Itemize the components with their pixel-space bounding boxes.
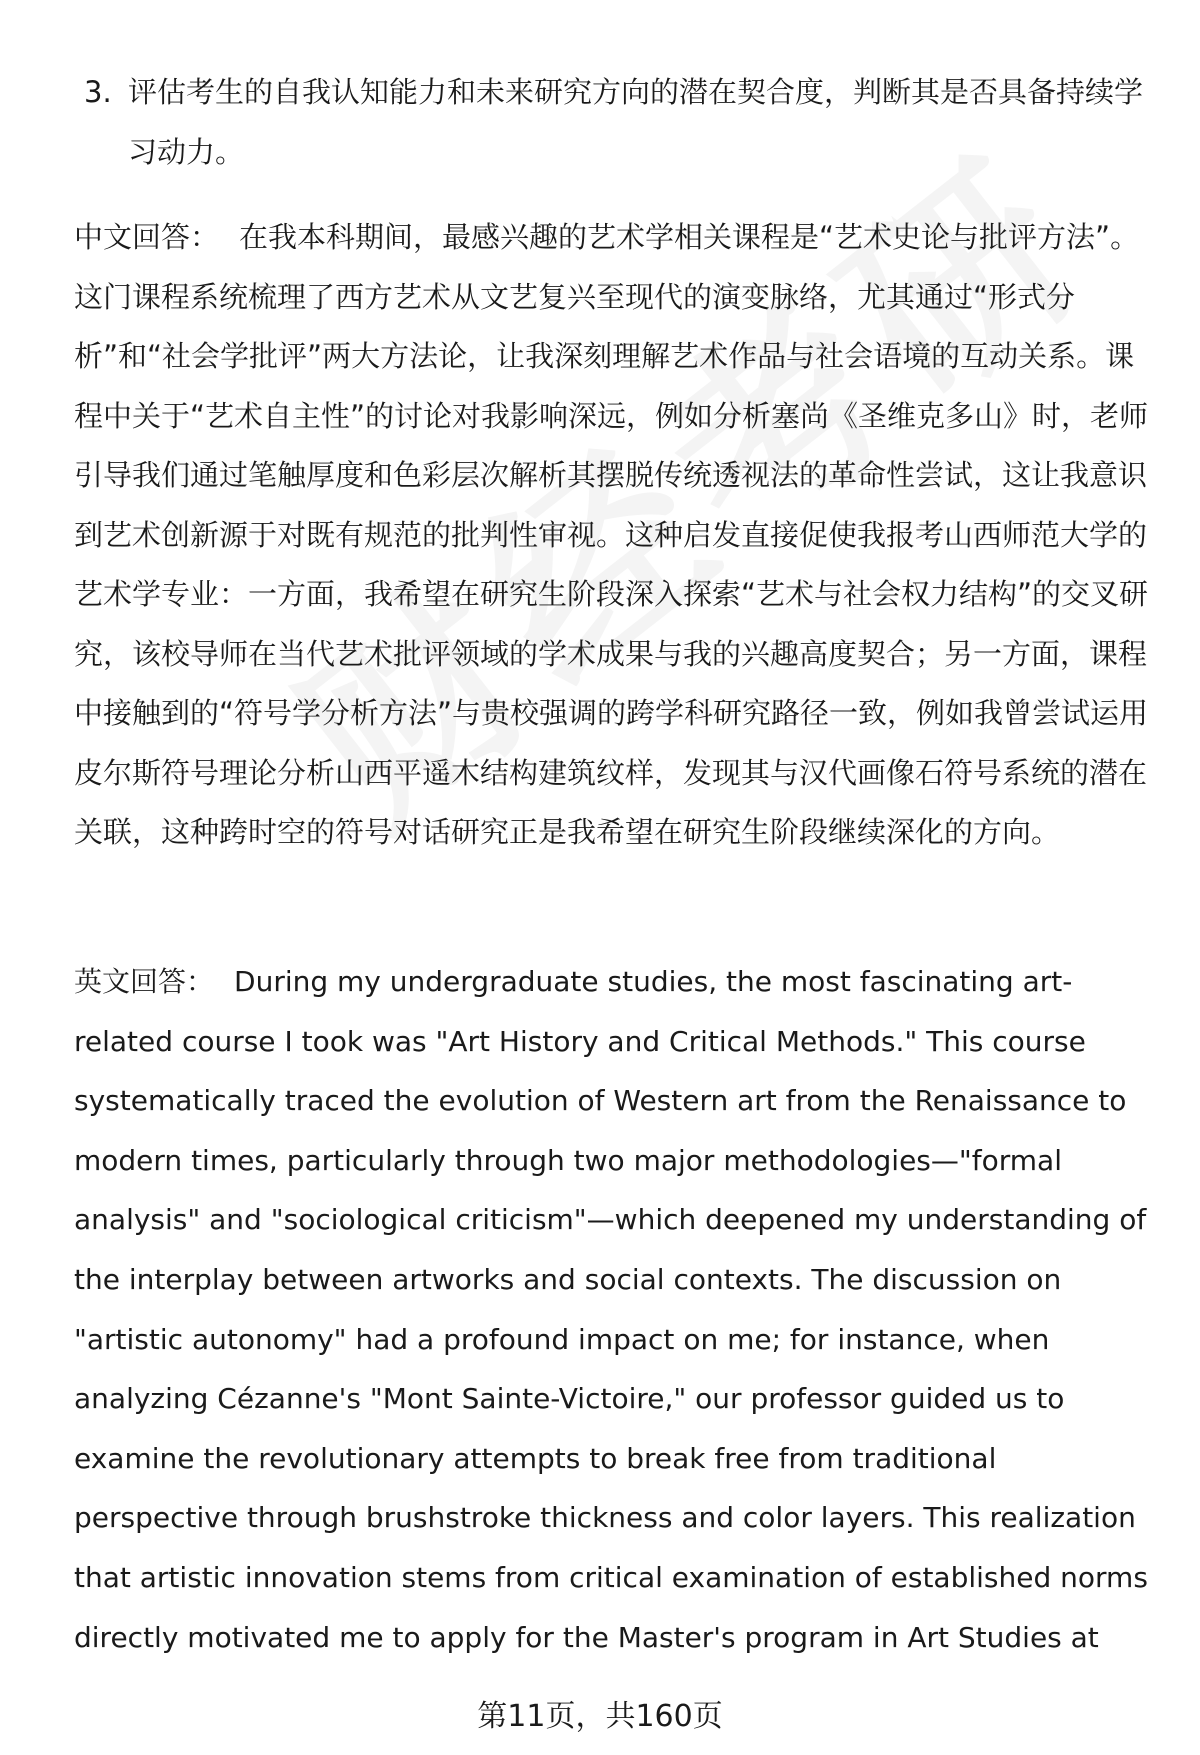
chinese-answer-paragraph <box>74 208 1154 863</box>
english-answer-text: During my undergraduate studies, the most fascinating art-related course I took was "Art History and Critical Methods." This course systematically traced the evolution of Western art from the Renaissance to modern times, particularly through two major methodologies—"formal analysis" and "sociological criticism"—which deepened my understanding of the interplay between artworks and social contexts. The discussion on "artistic autonomy" had a profound impact on me; for instance, when analyzing Cézanne's "Mont Sainte-Victoire," our professor guided us to examine the revolutionary attempts to break free from traditional perspective through brushstroke thickness and color layers. This realization that artistic innovation stems from critical examination of established norms directly motivated me to apply for the Master's program in Art Studies at <box>74 965 1148 1654</box>
chinese-answer-text: 在我本科期间，最感兴趣的艺术学相关课程是“艺术史论与批评方法”。这门课程系统梳理了西方艺术从文艺复兴至现代的演变脉络，尤其通过“形式分析”和“社会学批评”两大方法论，让我深刻理解艺术作品与社会语境的互动关系。课程中关于“艺术自主性”的讨论对我影响深远，例如分析塞尚《圣维克多山》时，老师引导我们通过笔触厚度和色彩层次解析其摆脱传统透视法的革命性尝试，这让我意识到艺术创新源于对既有规范的批判性审视。这种启发直接促使我报考山西师范大学的艺术学专业：一方面，我希望在研究生阶段深入探索“艺术与社会权力结构”的交叉研究，该校导师在当代艺术批评领域的学术成果与我的兴趣高度契合；另一方面，课程中接触到的“符号学分析方法”与贵校强调的跨学科研究路径一致，例如我曾尝试运用皮尔斯符号理论分析山西平遥木结构建筑纹样，发现其与汉代画像石符号系统的潜在关联，这种跨时空的符号对话研究正是我希望在研究生阶段继续深化的方向。 <box>74 220 1149 849</box>
question-number: 3. <box>84 75 112 109</box>
question-text: 评估考生的自我认知能力和未来研究方向的潜在契合度，判断其是否具备持续学习动力。 <box>128 75 1144 169</box>
chinese-answer-label: 中文回答： <box>74 220 220 254</box>
english-answer-paragraph <box>74 952 1154 1667</box>
english-answer-label: 英文回答： <box>74 965 215 998</box>
question-list-item <box>84 62 1144 182</box>
page-footer: 第11页，共160页 <box>477 1699 723 1734</box>
